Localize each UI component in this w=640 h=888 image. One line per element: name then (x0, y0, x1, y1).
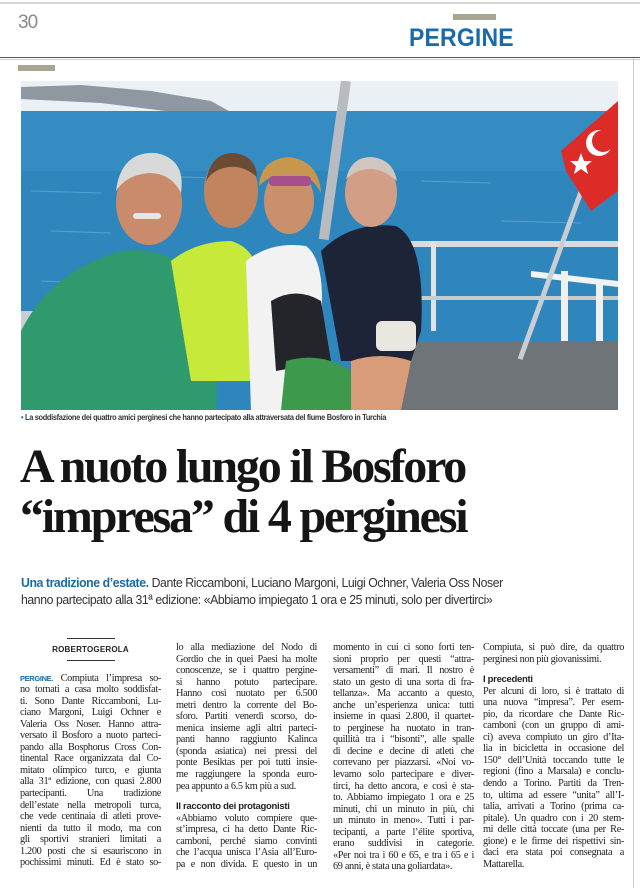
text-line: «Abbiamo voluto compiere que- (176, 812, 317, 824)
text-line: lo alla mediazione del Nodo di (176, 642, 317, 653)
text-line: «Per noi tra i 60 e 65, e tra i 65 e i (333, 849, 474, 861)
text-line: correvano per piazzarsi. «Noi vo- (333, 757, 474, 769)
text-line: no tornati a casa molto soddisfat- (20, 684, 161, 696)
article-column-2 (176, 642, 317, 870)
text-line: tecipanti, a parte l’élite sportiva, (333, 826, 474, 838)
subsection-heading-racconto: Il racconto dei protagonisti (176, 801, 290, 813)
text-line: st’impresa, ci ha detto Dante Ric- (176, 824, 317, 836)
subsection-heading-precedenti: I precedenti (483, 674, 533, 686)
text-line: pio, da ricordare che Dante Ric- (483, 708, 624, 720)
subheadline-kicker: Una tradizione d’estate. (21, 575, 149, 590)
text-line: daci era stata poi consegnata a (483, 847, 624, 859)
text-line: levamo solo partecipare e diver- (333, 769, 474, 781)
subheadline-line-2: hanno partecipato alla 31ª edizione: «Abbiamo impiegato 1 ora e 25 minuti, solo per divertirci» (21, 592, 493, 607)
text-line: partecipanti. Una tradizione (20, 788, 161, 800)
text-line: tirci, ha detto ancora, e così è sta- (333, 780, 474, 792)
text-line: anche un’esperienza unica: tutti (333, 699, 474, 711)
text-line: perginesi non più giovanissimi. (483, 653, 602, 665)
photo-caption (21, 412, 386, 422)
article-photo (21, 81, 618, 410)
text-line: ponte Besiktas per poi tutti insie- (176, 757, 317, 769)
text-line: 1.200 posti che si esauriscono in (20, 845, 161, 857)
byline-rule-top (67, 638, 115, 639)
text-line: Compiuta, si può dire, da quattro (483, 642, 624, 653)
headline-line-1: A nuoto lungo il Bosforo (20, 440, 466, 493)
page-gutter-divider (633, 58, 634, 888)
dateline: PERGINE. (20, 673, 54, 683)
text-line: PERGINE. Compiuta l’impresa so- (20, 672, 161, 684)
text-line: Hanno così nuotato per 6.500 (176, 688, 317, 700)
section-tag-bar (453, 14, 496, 20)
text-line: ti. Sono Dante Riccamboni, Lu- (20, 695, 161, 707)
text-line: quillità tra i “bisonti”, alle spalle (333, 734, 474, 746)
text-line: tinental Race organizzata dal Co- (20, 753, 161, 765)
article-column-3 (333, 642, 474, 873)
subheadline-line-1 (21, 574, 588, 591)
header-rule (0, 57, 640, 58)
text-line: insieme in quasi 2.800, il quartet- (333, 711, 474, 723)
text-line: sioni proprio per questi “attra- (333, 653, 474, 665)
byline: ROBERTOGEROLA (52, 645, 129, 654)
text-line: pando alla Bosphorus Cross Con- (20, 741, 161, 753)
text-line: to. Abbiamo impiegato 1 ora e 25 (333, 792, 474, 804)
text-line: 150° dell’Unità toccando tutte le (483, 754, 624, 766)
text-line: di decine e decine di atleti che (333, 745, 474, 757)
text-line: che vede centinaia di atleti prove- (20, 811, 161, 823)
text-line: stato un gesto di una sorta di fra- (333, 676, 474, 688)
header-rule-light (0, 59, 640, 60)
headline (20, 442, 620, 542)
text-line: me raggiungere la sponda euro- (176, 769, 317, 781)
text-line: to perginese ha nuotato in tran- (333, 722, 474, 734)
text-line: sforo. Partiti venerdì scorso, do- (176, 711, 317, 723)
text-line: gione) e le firme dei rispettivi sin- (483, 835, 624, 847)
text-line: momento in cui ci sono forti ten- (333, 642, 474, 653)
text-line: Valeria Oss Noser. Hanno attra- (20, 718, 161, 730)
text-line: tellanza». Ma accanto a questo, (333, 688, 474, 700)
text-line: versato il Bosforo a nuoto parteci- (20, 730, 161, 742)
text-line: menica insieme agli altri parteci- (176, 722, 317, 734)
byline-block (20, 638, 161, 661)
text-line: dell’estate nella metropoli turca, (20, 799, 161, 811)
text-line: (sponda asiatica) nei pressi del (176, 745, 317, 757)
text-line: Mattarella. (483, 858, 525, 870)
text-line: ci) aveva compiuto un giro d’Ita- (483, 731, 624, 743)
text-line: un minuto in meno». Tutti i par- (333, 815, 474, 827)
text-line: che l’acqua unisca l’Asia all’Euro- (176, 847, 317, 859)
text-line: pitale). Un quadro con i 20 stem- (483, 812, 624, 824)
subheadline-text-1: Dante Riccamboni, Luciano Margoni, Luigi Ochner, Valeria Oss Noser (148, 575, 503, 590)
article-column-4 (483, 642, 624, 870)
text-line: pa e non divida. E questo in un (176, 858, 317, 870)
text-line: panti hanno raggiunto Kalinca (176, 734, 317, 746)
page-number: 30 (18, 12, 38, 33)
text-line: lia in bicicletta in occasione del (483, 743, 624, 755)
article-tag-bar (18, 65, 55, 71)
text-line: alla 31ª edizione, con quasi 2.800 (20, 776, 161, 788)
text-line: versamenti” di mari. Il nostro è (333, 665, 474, 677)
subheadline (21, 574, 588, 608)
text-line: regioni (fino a Marsala) e conclu- (483, 766, 624, 778)
text-line: mi delle città toccate (una per Re- (483, 824, 624, 836)
text-line: una nuova “impresa”. Per esem- (483, 697, 624, 709)
text-line: nienti da tutto il modo, ma con (20, 822, 161, 834)
text-line: ciano Margoni, Luigi Ochner e (20, 707, 161, 719)
text-line: Per alcuni di loro, si è trattato di (483, 685, 624, 697)
caption-text: La soddisfazione dei quattro amici perginesi che hanno partecipato alla attraversata del fiume Bosforo in Turchia (25, 412, 387, 422)
text-line: erano suddivisi in categorie. (333, 838, 474, 850)
text-line: talia, arrivati a Torino (prima ca- (483, 801, 624, 813)
text-line: dendo a Torino. Partiti da Tren- (483, 778, 624, 790)
caption-bullet-icon: • (21, 412, 24, 422)
text-line: minuti, chi un minuto in più, chi (333, 803, 474, 815)
section-title: PERGINE (409, 24, 514, 52)
text-line: Gordio che in quei Paesi ha molte (176, 653, 317, 665)
photo-illustration (21, 81, 618, 410)
article-column-1 (20, 640, 161, 869)
byline-rule-bottom (67, 660, 115, 661)
top-border (0, 2, 640, 4)
text-line: conoscenze, se i quattro pergine- (176, 665, 317, 677)
text-line: 69 anni, è stata una goliardata». (333, 861, 453, 873)
text-line: camboni, perché siamo convinti (176, 835, 317, 847)
text-line: camboni (con un gruppo di ami- (483, 720, 624, 732)
text-line: si hanno potuto partecipare. (176, 676, 317, 688)
text-line: metri dentro la corrente del Bo- (176, 699, 317, 711)
text-line: gli sportivi stranieri limitati a (20, 834, 161, 846)
text-line: mitato olimpico turco, e giunta (20, 764, 161, 776)
text-line: pochissimi minuti. Ed è stato so- (20, 857, 161, 869)
headline-line-2: “impresa” di 4 perginesi (20, 490, 467, 543)
text-line: pea appunto a 6.5 km più a sud. (176, 780, 296, 792)
text-line: to, ultima ad essere “unita” all’I- (483, 789, 624, 801)
